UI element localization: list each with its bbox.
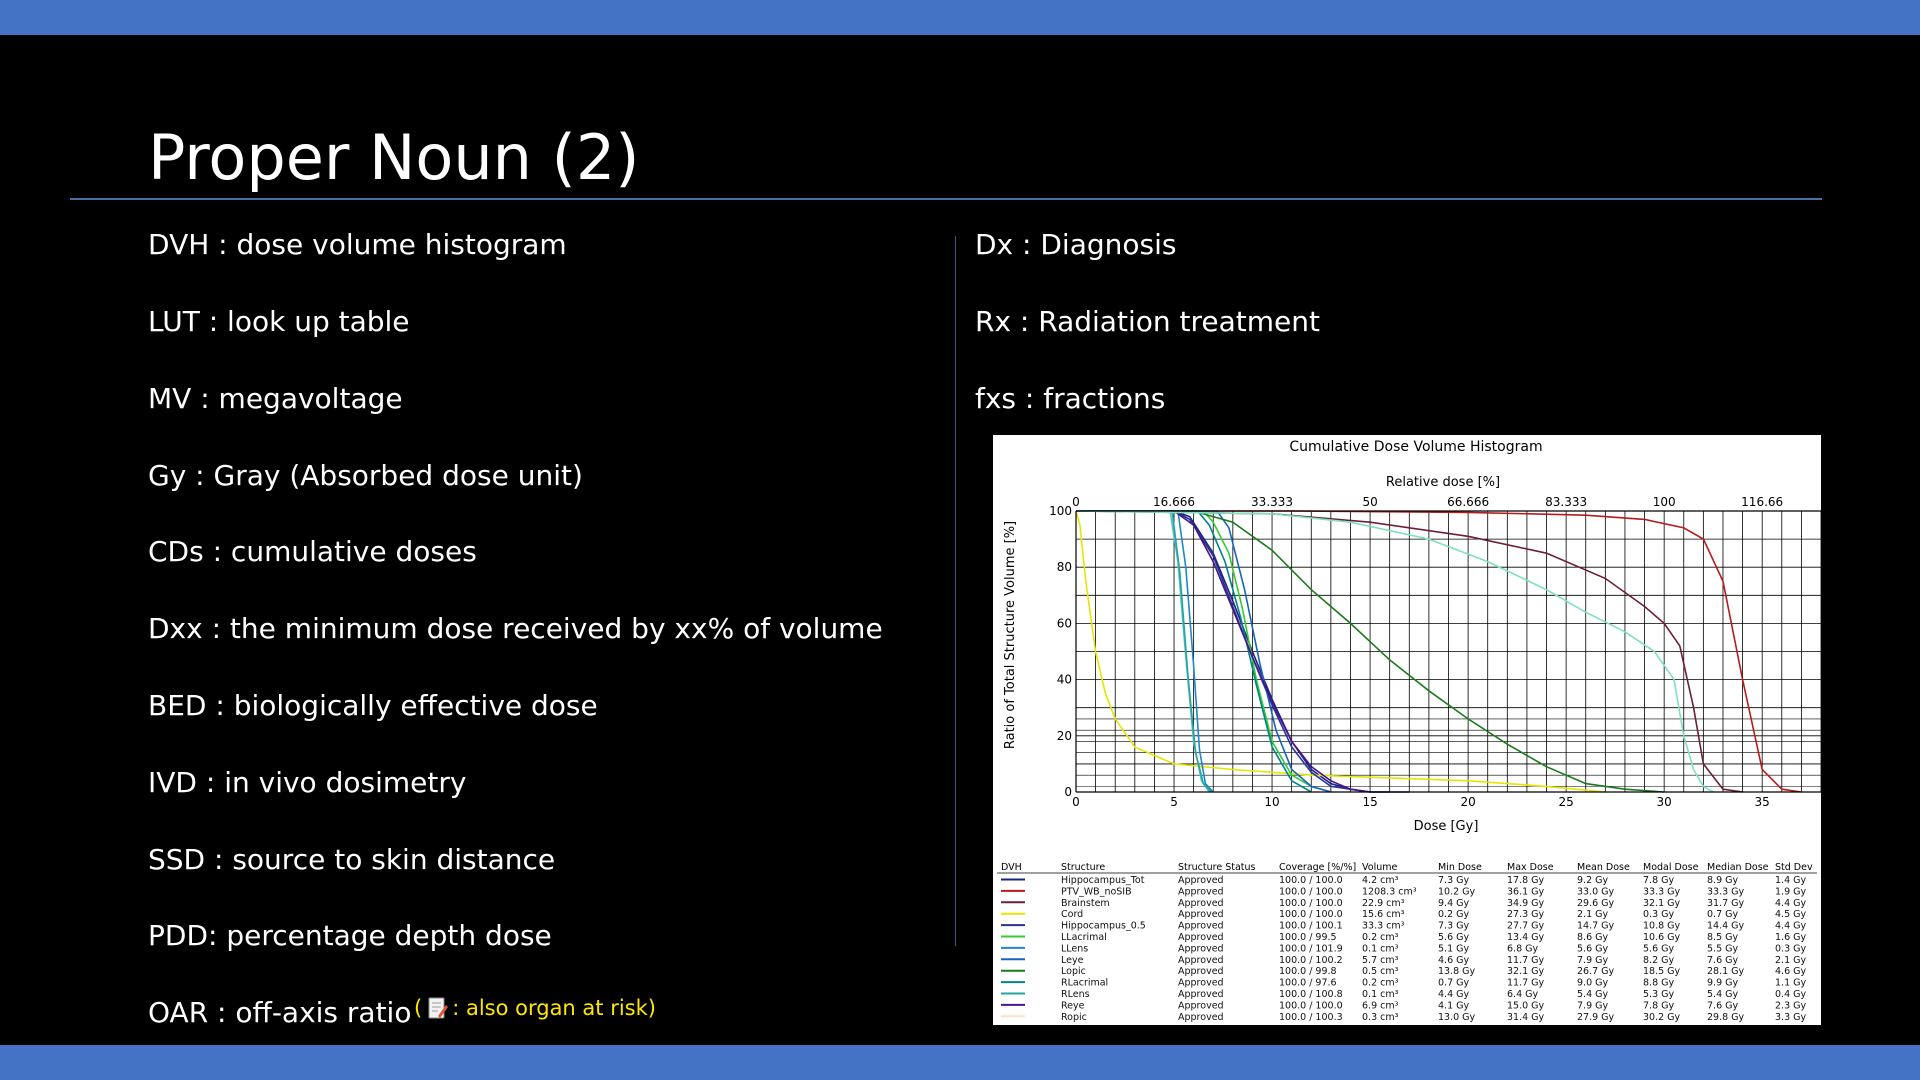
table-cell: Approved — [1178, 966, 1224, 978]
table-cell: Approved — [1178, 1000, 1224, 1012]
table-cell: 32.1 Gy — [1507, 966, 1545, 978]
x-tick-label: 25 — [1558, 795, 1574, 809]
table-header-cell: Median Dose — [1707, 862, 1769, 873]
term-mv: MV : megavoltage — [148, 382, 403, 415]
table-cell: 11.7 Gy — [1507, 954, 1545, 966]
y-tick-label: 80 — [1056, 560, 1072, 575]
table-cell: 7.9 Gy — [1577, 1000, 1609, 1012]
y-axis-label: Ratio of Total Structure Volume [%] — [1003, 520, 1018, 750]
table-cell: Hippocampus_0.5 — [1061, 920, 1146, 932]
table-cell: 100.0 / 100.0 — [1279, 897, 1343, 909]
top-tick-label: 33.333 — [1251, 495, 1294, 509]
table-cell: 14.7 Gy — [1577, 920, 1615, 932]
table-cell: 8.6 Gy — [1577, 932, 1609, 943]
term-dx: Dx : Diagnosis — [975, 228, 1177, 261]
table-cell: 1.1 Gy — [1775, 977, 1807, 989]
table-cell: 4.5 Gy — [1775, 909, 1807, 921]
dvh-chart — [993, 435, 1821, 1025]
term-bed: BED : biologically effective dose — [148, 689, 598, 722]
table-cell: Approved — [1178, 1011, 1224, 1023]
term-gy: Gy : Gray (Absorbed dose unit) — [148, 459, 583, 492]
table-cell: PTV_WB_noSIB — [1061, 886, 1132, 898]
table-cell: 100.0 / 101.9 — [1279, 943, 1343, 955]
table-cell: 0.4 Gy — [1775, 989, 1807, 1000]
table-cell: 31.4 Gy — [1507, 1011, 1545, 1023]
table-cell: Ropic — [1061, 1011, 1087, 1023]
top-tick-label: 83.333 — [1545, 495, 1588, 509]
table-cell: 0.5 cm³ — [1362, 966, 1399, 978]
table-cell: 9.4 Gy — [1438, 897, 1470, 909]
table-cell: 10.6 Gy — [1643, 932, 1681, 943]
table-cell: 31.7 Gy — [1707, 897, 1745, 909]
term-lut: LUT : look up table — [148, 305, 410, 338]
table-cell: Leye — [1061, 954, 1084, 966]
y-tick-label: 40 — [1056, 672, 1072, 687]
bottom-accent-bar — [0, 1045, 1920, 1080]
table-cell: 2.1 Gy — [1775, 954, 1807, 966]
table-cell: 5.4 Gy — [1707, 989, 1739, 1000]
top-tick-label: 116.66 — [1741, 495, 1784, 509]
table-cell: 34.9 Gy — [1507, 897, 1545, 909]
table-cell: 33.3 Gy — [1643, 886, 1681, 898]
table-cell: Approved — [1178, 943, 1224, 955]
top-tick-label: 50 — [1362, 495, 1378, 509]
table-cell: 4.2 cm³ — [1362, 875, 1399, 886]
term-oar: OAR : off-axis ratio — [148, 996, 412, 1029]
table-cell: 6.9 cm³ — [1362, 1000, 1399, 1012]
table-cell: 2.3 Gy — [1775, 1000, 1807, 1012]
dvh-chart-image — [993, 435, 1821, 1025]
term-pdd: PDD: percentage depth dose — [148, 919, 552, 952]
table-cell: 100.0 / 100.1 — [1279, 920, 1343, 932]
table-cell: LLacrimal — [1061, 932, 1107, 943]
table-cell: 5.6 Gy — [1577, 943, 1609, 955]
table-cell: 18.5 Gy — [1643, 966, 1681, 978]
term-dvh: DVH : dose volume histogram — [148, 228, 567, 261]
table-cell: 8.8 Gy — [1643, 977, 1675, 989]
top-tick-label: 66.666 — [1447, 495, 1490, 509]
title-underline — [70, 198, 1822, 200]
term-dxx: Dxx : the minimum dose received by xx% of volume — [148, 612, 883, 645]
table-cell: 5.7 cm³ — [1362, 954, 1399, 966]
table-header-cell: Max Dose — [1507, 862, 1554, 873]
table-cell: 1208.3 cm³ — [1362, 886, 1417, 898]
table-header-cell: Std Dev — [1775, 862, 1813, 873]
table-cell: 30.2 Gy — [1643, 1011, 1681, 1023]
table-cell: 0.3 Gy — [1643, 909, 1675, 921]
oar-note-open: ( — [414, 996, 423, 1020]
table-cell: 2.1 Gy — [1577, 909, 1609, 921]
table-cell: 9.0 Gy — [1577, 977, 1609, 989]
y-tick-label: 20 — [1056, 728, 1072, 743]
table-header-cell: Min Dose — [1438, 862, 1482, 873]
top-axis-label: Relative dose [%] — [1385, 475, 1501, 490]
dvh-stats-table — [997, 862, 1817, 1023]
table-cell: Approved — [1178, 909, 1224, 921]
table-cell: 100.0 / 100.0 — [1279, 1000, 1343, 1012]
table-cell: 0.2 cm³ — [1362, 932, 1399, 943]
table-cell: 29.6 Gy — [1577, 897, 1615, 909]
table-header-cell: Structure — [1061, 862, 1106, 873]
table-cell: 0.7 Gy — [1707, 909, 1739, 921]
table-cell: 36.1 Gy — [1507, 886, 1545, 898]
table-cell: 7.8 Gy — [1643, 875, 1675, 886]
table-cell: Approved — [1178, 954, 1224, 966]
table-cell: 13.4 Gy — [1507, 932, 1545, 943]
table-cell: 3.3 Gy — [1775, 1011, 1807, 1023]
table-cell: 33.3 Gy — [1707, 886, 1745, 898]
term-cds: CDs : cumulative doses — [148, 535, 477, 568]
table-cell: 11.7 Gy — [1507, 977, 1545, 989]
table-cell: Approved — [1178, 897, 1224, 909]
table-cell: 10.2 Gy — [1438, 886, 1476, 898]
table-cell: 0.1 cm³ — [1362, 943, 1399, 955]
memo-icon — [426, 996, 448, 1020]
x-tick-label: 20 — [1460, 795, 1476, 809]
table-cell: 4.4 Gy — [1775, 920, 1807, 932]
y-tick-label: 0 — [1064, 785, 1072, 799]
table-cell: 10.8 Gy — [1643, 920, 1681, 932]
table-cell: Approved — [1178, 977, 1224, 989]
table-cell: Approved — [1178, 932, 1224, 943]
table-cell: 7.8 Gy — [1643, 1000, 1675, 1012]
table-cell: 1.4 Gy — [1775, 875, 1807, 886]
table-cell: 32.1 Gy — [1643, 897, 1681, 909]
table-cell: Cord — [1061, 909, 1084, 921]
chart-title: Cumulative Dose Volume Histogram — [1289, 439, 1543, 455]
table-header-cell: Volume — [1362, 862, 1398, 873]
table-header-cell: Coverage [%/%] — [1279, 862, 1357, 873]
table-cell: 0.2 cm³ — [1362, 977, 1399, 989]
table-header-cell: Mean Dose — [1577, 862, 1630, 873]
table-cell: Approved — [1178, 920, 1224, 932]
table-cell: 27.9 Gy — [1577, 1011, 1615, 1023]
term-fxs: fxs : fractions — [975, 382, 1166, 415]
table-cell: RLacrimal — [1061, 977, 1109, 989]
table-cell: 27.7 Gy — [1507, 920, 1545, 932]
table-cell: 6.4 Gy — [1507, 989, 1539, 1000]
table-header-cell: Modal Dose — [1643, 862, 1699, 873]
table-cell: 4.6 Gy — [1438, 954, 1470, 966]
table-cell: 8.5 Gy — [1707, 932, 1739, 943]
table-cell: 0.3 cm³ — [1362, 1011, 1399, 1023]
oar-note — [414, 996, 656, 1020]
column-divider — [955, 236, 956, 946]
table-cell: 100.0 / 100.8 — [1279, 989, 1343, 1000]
table-cell: Brainstem — [1061, 897, 1110, 909]
x-tick-label: 0 — [1072, 795, 1080, 809]
table-cell: 0.2 Gy — [1438, 909, 1470, 921]
table-cell: 8.9 Gy — [1707, 875, 1739, 886]
top-tick-label: 0 — [1072, 495, 1080, 509]
table-cell: 15.0 Gy — [1507, 1000, 1545, 1012]
table-cell: 5.6 Gy — [1438, 932, 1470, 943]
table-header-cell: Structure Status — [1178, 862, 1256, 873]
table-cell: 6.8 Gy — [1507, 943, 1539, 955]
table-cell: 100.0 / 100.0 — [1279, 909, 1343, 921]
table-cell: 29.8 Gy — [1707, 1011, 1745, 1023]
x-tick-label: 10 — [1264, 795, 1280, 809]
top-tick-label: 100 — [1652, 495, 1676, 509]
table-cell: 100.0 / 100.3 — [1279, 1011, 1343, 1023]
table-cell: 100.0 / 100.0 — [1279, 875, 1343, 886]
table-cell: 8.2 Gy — [1643, 954, 1675, 966]
table-cell: 33.3 cm³ — [1362, 920, 1405, 932]
table-cell: 7.3 Gy — [1438, 920, 1470, 932]
table-cell: 33.0 Gy — [1577, 886, 1615, 898]
x-tick-label: 5 — [1170, 795, 1178, 809]
term-ssd: SSD : source to skin distance — [148, 843, 556, 876]
table-cell: 100.0 / 99.5 — [1279, 932, 1337, 943]
x-axis-label: Dose [Gy] — [1413, 819, 1479, 834]
table-cell: 9.9 Gy — [1707, 977, 1739, 989]
term-rx: Rx : Radiation treatment — [975, 305, 1320, 338]
oar-note-text: : also organ at risk) — [452, 996, 656, 1020]
slide-title: Proper Noun (2) — [148, 121, 640, 194]
table-cell: 0.1 cm³ — [1362, 989, 1399, 1000]
table-cell: 4.4 Gy — [1775, 897, 1807, 909]
table-cell: 1.9 Gy — [1775, 886, 1807, 898]
table-cell: 4.6 Gy — [1775, 966, 1807, 978]
table-cell: 5.3 Gy — [1643, 989, 1675, 1000]
table-cell: 100.0 / 100.2 — [1279, 954, 1343, 966]
table-cell: 13.0 Gy — [1438, 1011, 1476, 1023]
table-cell: 5.1 Gy — [1438, 943, 1470, 955]
term-ivd: IVD : in vivo dosimetry — [148, 766, 467, 799]
table-cell: 22.9 cm³ — [1362, 897, 1405, 909]
table-cell: Approved — [1178, 989, 1224, 1000]
table-cell: 4.4 Gy — [1438, 989, 1470, 1000]
table-cell: 100.0 / 97.6 — [1279, 977, 1337, 989]
table-cell: 15.6 cm³ — [1362, 909, 1405, 921]
table-cell: 5.6 Gy — [1643, 943, 1675, 955]
table-cell: 5.4 Gy — [1577, 989, 1609, 1000]
table-cell: 100.0 / 99.8 — [1279, 966, 1337, 978]
table-cell: 26.7 Gy — [1577, 966, 1615, 978]
table-cell: 17.8 Gy — [1507, 875, 1545, 886]
table-cell: Lopic — [1061, 966, 1086, 978]
table-cell: 28.1 Gy — [1707, 966, 1745, 978]
top-accent-bar — [0, 0, 1920, 35]
y-tick-label: 100 — [1049, 504, 1072, 518]
table-cell: 14.4 Gy — [1707, 920, 1745, 932]
table-cell: Approved — [1178, 875, 1224, 886]
table-cell: 4.1 Gy — [1438, 1000, 1470, 1012]
table-cell: 9.2 Gy — [1577, 875, 1609, 886]
table-header-cell: DVH — [1001, 862, 1022, 873]
table-cell: 1.6 Gy — [1775, 932, 1807, 943]
x-tick-label: 30 — [1656, 795, 1672, 809]
y-tick-label: 60 — [1056, 616, 1072, 631]
table-cell: 5.5 Gy — [1707, 943, 1739, 955]
table-cell: RLens — [1061, 989, 1090, 1000]
table-cell: Hippocampus_Tot — [1061, 875, 1145, 886]
table-cell: Reye — [1061, 1000, 1085, 1012]
table-cell: 7.6 Gy — [1707, 954, 1739, 966]
table-cell: 7.3 Gy — [1438, 875, 1470, 886]
table-cell: 0.7 Gy — [1438, 977, 1470, 989]
top-tick-label: 16.666 — [1153, 495, 1196, 509]
x-tick-label: 15 — [1362, 795, 1378, 809]
table-cell: 100.0 / 100.0 — [1279, 886, 1343, 898]
table-cell: 13.8 Gy — [1438, 966, 1476, 978]
table-cell: 7.6 Gy — [1707, 1000, 1739, 1012]
table-cell: 0.3 Gy — [1775, 943, 1807, 955]
x-tick-label: 35 — [1754, 795, 1770, 809]
table-cell: Approved — [1178, 886, 1224, 898]
table-cell: LLens — [1061, 943, 1089, 955]
table-cell: 27.3 Gy — [1507, 909, 1545, 921]
table-cell: 7.9 Gy — [1577, 954, 1609, 966]
